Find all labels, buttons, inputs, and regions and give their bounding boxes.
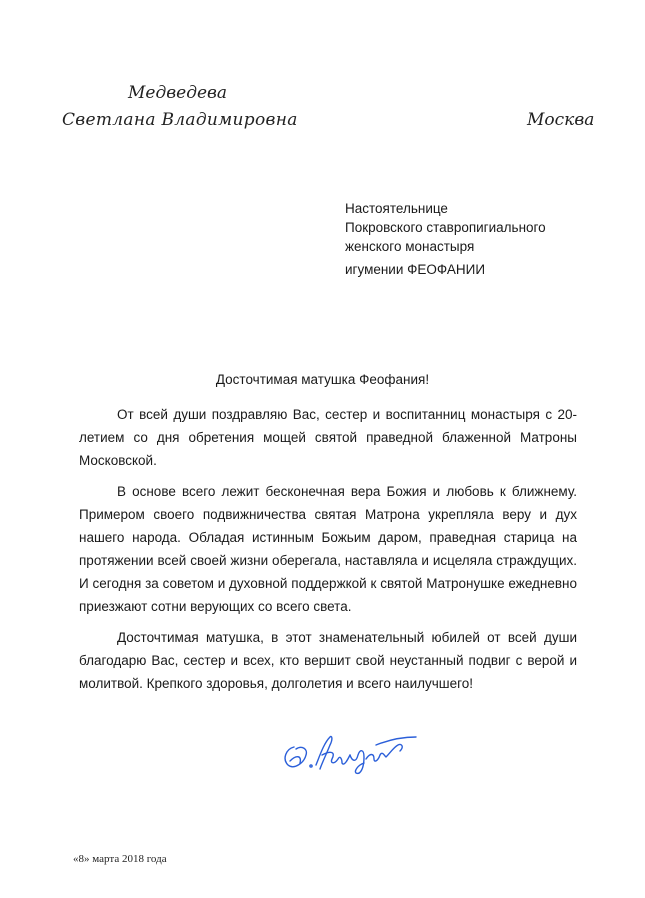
letter-date: «8» марта 2018 года	[73, 853, 167, 865]
addressee-line: Покровского ставропигиального	[345, 220, 546, 235]
addressee-block	[345, 199, 546, 279]
addressee-line: Настоятельнице	[345, 201, 448, 216]
handwritten-signature	[276, 725, 426, 775]
body-paragraph: Досточтимая матушка, в этот знаменательный юбилей от всей души благодарю Вас, сестер и всех, кто вершит свой неустанный подвиг с верой и молитвой. Крепкого здоровья, долголетия и всего наилучшего!	[79, 630, 577, 691]
addressee-line: женского монастыря	[345, 239, 475, 254]
sender-surname: Медведева	[128, 83, 228, 103]
addressee-name: игумении ФЕОФАНИИ	[345, 262, 486, 277]
letter-body	[79, 403, 577, 703]
body-paragraph: В основе всего лежит бесконечная вера Божия и любовь к ближнему. Примером своего подвижничества святая Матрона укрепляла веру и дух нашего народа. Обладая истинным Божьим даром, праведная старица на протяжении всей своей жизни оберегала, наставляла и исцеляла страждущих. И сегодня за советом и духовной поддержкой к святой Матронушке ежедневно приезжают сотни верующих со всего света.	[79, 484, 577, 614]
sender-name: Светлана Владимировна	[62, 110, 298, 130]
sender-city: Москва	[527, 110, 595, 130]
salutation: Досточтимая матушка Феофания!	[215, 372, 430, 387]
body-paragraph: От всей души поздравляю Вас, сестер и воспитанниц монастыря с 20-летием со дня обретения мощей святой праведной блаженной Матроны Московской.	[79, 407, 577, 468]
